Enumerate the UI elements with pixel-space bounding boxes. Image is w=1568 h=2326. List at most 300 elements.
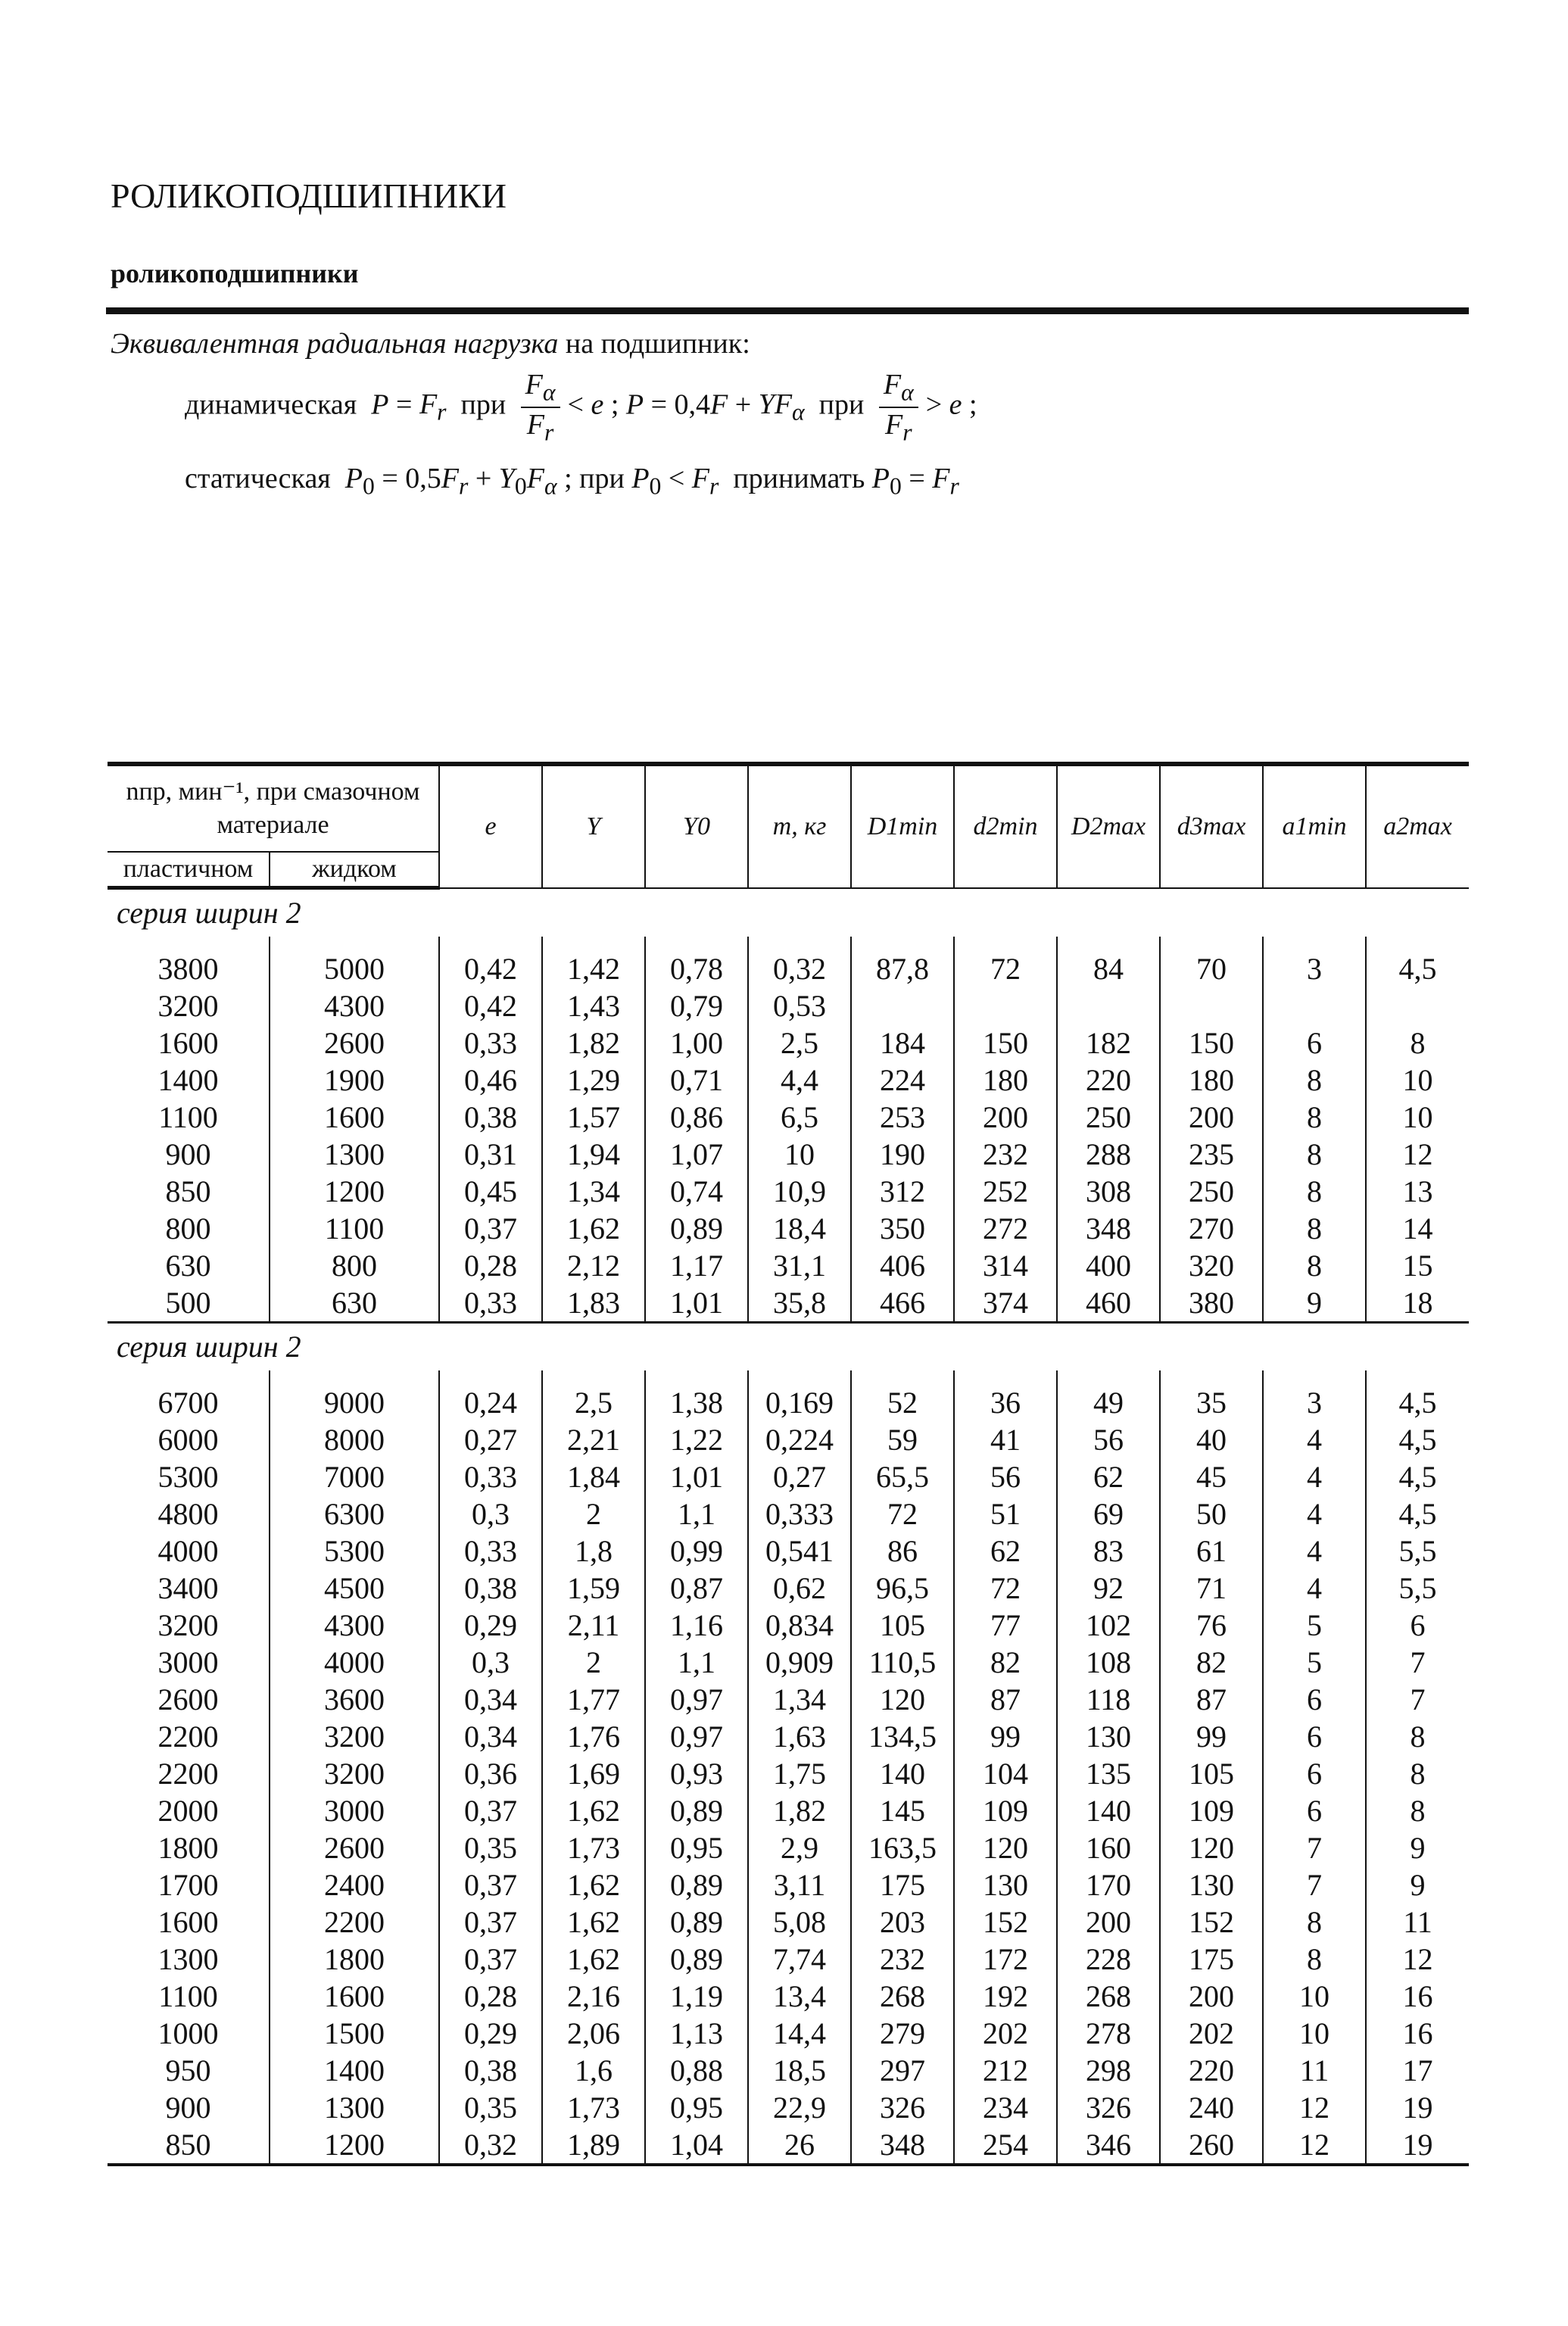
table-cell: 0,29: [439, 2015, 542, 2052]
table-cell: 152: [1160, 1904, 1263, 1941]
table-cell: 900: [165, 2091, 211, 2125]
table-cell: 0,27: [439, 1421, 542, 1458]
table-cell: 800: [270, 1247, 439, 1284]
table-cell: 0,93: [645, 1755, 748, 1792]
table-cell: 2200: [157, 1720, 219, 1754]
table-cell: 278: [1057, 2015, 1160, 2052]
table-row: [108, 1024, 1469, 1062]
table-cell: 850: [165, 1174, 211, 1208]
table-cell: 92: [1057, 1570, 1160, 1607]
table-row: [108, 2015, 1469, 2052]
table-cell: 380: [1160, 1284, 1263, 1323]
table-cell: 0,224: [748, 1421, 851, 1458]
table-cell: 950: [165, 2053, 211, 2087]
table-cell: 4800: [157, 1497, 219, 1531]
table-cell: 235: [1160, 1136, 1263, 1173]
table-cell: 160: [1057, 1829, 1160, 1866]
table-row: [108, 1370, 1469, 1421]
table-cell: 1,57: [542, 1099, 645, 1136]
table-cell: 102: [1057, 1607, 1160, 1644]
table-cell: 0,38: [439, 1099, 542, 1136]
table-cell: [1263, 987, 1366, 1024]
table-cell: 7: [1366, 1644, 1469, 1681]
table-cell: 0,3: [439, 1495, 542, 1532]
table-cell: 3000: [270, 1792, 439, 1829]
table-cell: 2600: [270, 1024, 439, 1062]
table-cell: 1,69: [542, 1755, 645, 1792]
table-cell: 8: [1263, 1247, 1366, 1284]
table-cell: 0,34: [439, 1681, 542, 1718]
table-cell: 1,16: [645, 1607, 748, 1644]
table-cell: [954, 987, 1057, 1024]
table-cell: 202: [1160, 2015, 1263, 2052]
header-d2min: d2min: [954, 764, 1057, 888]
table-cell: 350: [851, 1210, 954, 1247]
table-cell: 0,28: [439, 1247, 542, 1284]
table-cell: 0,28: [439, 1978, 542, 2015]
table-cell: 7: [1366, 1681, 1469, 1718]
table-cell: 0,36: [439, 1755, 542, 1792]
table-cell: 220: [1160, 2052, 1263, 2089]
table-row: [108, 1210, 1469, 1247]
table-cell: 1,04: [645, 2126, 748, 2165]
table-cell: 12: [1366, 1136, 1469, 1173]
table-row: [108, 1866, 1469, 1904]
table-cell: 1200: [270, 1173, 439, 1210]
table-cell: 2,21: [542, 1421, 645, 1458]
table-row: [108, 1062, 1469, 1099]
header-Y: Y: [542, 764, 645, 888]
table-cell: 0,45: [439, 1173, 542, 1210]
header-plastic: пластичном: [108, 852, 270, 888]
table-cell: 228: [1057, 1941, 1160, 1978]
table-row: [108, 1173, 1469, 1210]
table-cell: 1,77: [542, 1681, 645, 1718]
table-cell: 8: [1263, 1904, 1366, 1941]
table-cell: 0,29: [439, 1607, 542, 1644]
table-cell: 1300: [270, 1136, 439, 1173]
table-cell: 1500: [270, 2015, 439, 2052]
table-cell: 0,169: [748, 1370, 851, 1421]
table-cell: 72: [851, 1495, 954, 1532]
table-cell: 4,5: [1366, 1421, 1469, 1458]
table-cell: 0,42: [439, 987, 542, 1024]
table-cell: 5300: [270, 1532, 439, 1570]
speed-header: nпр, мин⁻¹, при смазочном материале: [108, 764, 439, 852]
table-cell: 35: [1160, 1370, 1263, 1421]
table-cell: 1,75: [748, 1755, 851, 1792]
table-cell: 6000: [157, 1423, 219, 1457]
table-cell: 250: [1160, 1173, 1263, 1210]
table-cell: 1,62: [542, 1904, 645, 1941]
table-cell: 130: [1160, 1866, 1263, 1904]
table-cell: 0,97: [645, 1718, 748, 1755]
table-row: [108, 1941, 1469, 1978]
table-cell: 26: [748, 2126, 851, 2165]
table-cell: 8: [1366, 1024, 1469, 1062]
table-cell: 130: [1057, 1718, 1160, 1755]
table-cell: 140: [1057, 1792, 1160, 1829]
table-cell: 0,541: [748, 1532, 851, 1570]
table-cell: 56: [954, 1458, 1057, 1495]
table-cell: 175: [1160, 1941, 1263, 1978]
table-cell: 268: [1057, 1978, 1160, 2015]
table-cell: 14,4: [748, 2015, 851, 2052]
table-cell: 348: [1057, 1210, 1160, 1247]
table-cell: 1600: [157, 1026, 219, 1060]
table-cell: 2200: [157, 1757, 219, 1791]
table-row: [108, 2089, 1469, 2126]
table-cell: 0,38: [439, 2052, 542, 2089]
table-cell: 18: [1366, 1284, 1469, 1323]
table-cell: 2600: [157, 1682, 219, 1716]
table-cell: 8: [1366, 1755, 1469, 1792]
table-cell: 87: [954, 1681, 1057, 1718]
table-cell: 182: [1057, 1024, 1160, 1062]
table-cell: 0,35: [439, 2089, 542, 2126]
table-cell: 1,42: [542, 937, 645, 987]
table-cell: 8: [1263, 1099, 1366, 1136]
table-row: [108, 987, 1469, 1024]
table-cell: 4: [1263, 1458, 1366, 1495]
table-cell: 109: [954, 1792, 1057, 1829]
table-cell: 10: [1366, 1099, 1469, 1136]
table-cell: 320: [1160, 1247, 1263, 1284]
table-cell: 4500: [270, 1570, 439, 1607]
table-cell: 1,8: [542, 1532, 645, 1570]
table-cell: 1,1: [645, 1495, 748, 1532]
table-cell: 212: [954, 2052, 1057, 2089]
table-cell: 84: [1057, 937, 1160, 987]
table-cell: 145: [851, 1792, 954, 1829]
table-cell: 312: [851, 1173, 954, 1210]
table-cell: 1,07: [645, 1136, 748, 1173]
table-cell: 118: [1057, 1681, 1160, 1718]
table-cell: 8: [1263, 1136, 1366, 1173]
table-cell: 232: [851, 1941, 954, 1978]
header-a2max: a2max: [1366, 764, 1469, 888]
table-cell: 3200: [157, 1608, 219, 1642]
table-cell: 8: [1263, 1173, 1366, 1210]
table-cell: 1,73: [542, 2089, 645, 2126]
table-cell: 1,17: [645, 1247, 748, 1284]
table-cell: 2400: [270, 1866, 439, 1904]
table-cell: 250: [1057, 1099, 1160, 1136]
table-cell: 1,22: [645, 1421, 748, 1458]
table-cell: 108: [1057, 1644, 1160, 1681]
table-cell: 8: [1263, 1210, 1366, 1247]
table-cell: 297: [851, 2052, 954, 2089]
table-cell: 99: [954, 1718, 1057, 1755]
table-cell: 1,84: [542, 1458, 645, 1495]
table-cell: 65,5: [851, 1458, 954, 1495]
table-row: [108, 2126, 1469, 2165]
table-cell: 252: [954, 1173, 1057, 1210]
table-row: [108, 1458, 1469, 1495]
table-cell: 8: [1366, 1718, 1469, 1755]
table-cell: 308: [1057, 1173, 1160, 1210]
table-cell: 2,06: [542, 2015, 645, 2052]
table-cell: 0,909: [748, 1644, 851, 1681]
header-rule: [106, 307, 1469, 314]
table-cell: 0,37: [439, 1904, 542, 1941]
table-cell: 1,01: [645, 1458, 748, 1495]
table-cell: [1160, 987, 1263, 1024]
table-cell: 346: [1057, 2126, 1160, 2165]
table-cell: 31,1: [748, 1247, 851, 1284]
table-cell: 18,5: [748, 2052, 851, 2089]
table-cell: 1600: [270, 1978, 439, 2015]
table-cell: 17: [1366, 2052, 1469, 2089]
table-cell: 0,333: [748, 1495, 851, 1532]
table-cell: 0,27: [748, 1458, 851, 1495]
table-cell: 5000: [270, 937, 439, 987]
table-cell: 2: [542, 1495, 645, 1532]
table-cell: 6: [1366, 1607, 1469, 1644]
table-cell: 270: [1160, 1210, 1263, 1247]
intro-rest: на подшипник:: [558, 328, 750, 360]
table-cell: 15: [1366, 1247, 1469, 1284]
table-cell: 59: [851, 1421, 954, 1458]
table-row: [108, 1284, 1469, 1323]
header-a1min: a1min: [1263, 764, 1366, 888]
table-cell: 83: [1057, 1532, 1160, 1570]
table-cell: 1,38: [645, 1370, 748, 1421]
table-cell: 200: [1160, 1978, 1263, 2015]
table-cell: 120: [954, 1829, 1057, 1866]
table-cell: 130: [954, 1866, 1057, 1904]
table-cell: 41: [954, 1421, 1057, 1458]
table-cell: 0,37: [439, 1941, 542, 1978]
table-row: [108, 1978, 1469, 2015]
section-subtitle: роликоподшипники: [111, 258, 359, 288]
table-cell: 1,62: [542, 1210, 645, 1247]
table-cell: 6,5: [748, 1099, 851, 1136]
table-cell: 0,32: [748, 937, 851, 987]
table-cell: 0,79: [645, 987, 748, 1024]
table-cell: 87: [1160, 1681, 1263, 1718]
table-cell: 0,33: [439, 1024, 542, 1062]
table-cell: 2,11: [542, 1607, 645, 1644]
table-cell: 1400: [157, 1063, 219, 1097]
table-cell: 4,5: [1366, 1458, 1469, 1495]
table-cell: 288: [1057, 1136, 1160, 1173]
table-cell: 200: [1160, 1099, 1263, 1136]
table-cell: 6: [1263, 1792, 1366, 1829]
table-cell: 6: [1263, 1755, 1366, 1792]
table-cell: 406: [851, 1247, 954, 1284]
table-cell: 5: [1263, 1644, 1366, 1681]
table-cell: 2,16: [542, 1978, 645, 2015]
table-cell: 192: [954, 1978, 1057, 2015]
table-cell: 4: [1263, 1570, 1366, 1607]
table-cell: 1800: [157, 1831, 219, 1865]
table-cell: 16: [1366, 2015, 1469, 2052]
table-cell: 0,95: [645, 2089, 748, 2126]
table-cell: 0,24: [439, 1370, 542, 1421]
table-cell: 12: [1366, 1941, 1469, 1978]
table-cell: 9000: [270, 1370, 439, 1421]
table-cell: 4,5: [1366, 937, 1469, 987]
table-cell: 460: [1057, 1284, 1160, 1323]
table-cell: 2,5: [748, 1024, 851, 1062]
table-cell: 0,62: [748, 1570, 851, 1607]
table-cell: 3000: [157, 1645, 219, 1679]
table-cell: 72: [954, 937, 1057, 987]
table-cell: 800: [165, 1211, 211, 1246]
table-cell: 76: [1160, 1607, 1263, 1644]
series-label: серия ширин 2: [108, 1323, 1469, 1371]
table-cell: 0,78: [645, 937, 748, 987]
table-cell: 0,33: [439, 1532, 542, 1570]
table-cell: 152: [954, 1904, 1057, 1941]
table-cell: 1,62: [542, 1792, 645, 1829]
table-row: [108, 1570, 1469, 1607]
table-cell: 120: [1160, 1829, 1263, 1866]
table-cell: 4: [1263, 1421, 1366, 1458]
table-row: [108, 1718, 1469, 1755]
table-cell: 3800: [157, 952, 219, 986]
table-cell: 87,8: [851, 937, 954, 987]
header-D1min: D1min: [851, 764, 954, 888]
table-row: [108, 1644, 1469, 1681]
table-cell: 3600: [270, 1681, 439, 1718]
series-header-row: [108, 888, 1469, 937]
table-cell: 1,00: [645, 1024, 748, 1062]
table-cell: 0,89: [645, 1792, 748, 1829]
table-cell: 8000: [270, 1421, 439, 1458]
table-cell: 1,29: [542, 1062, 645, 1099]
table-cell: 6300: [270, 1495, 439, 1532]
table-cell: 8: [1263, 1062, 1366, 1099]
table-cell: 1,13: [645, 2015, 748, 2052]
table-cell: 9: [1366, 1829, 1469, 1866]
table-cell: 109: [1160, 1792, 1263, 1829]
table-cell: 7: [1263, 1866, 1366, 1904]
table-cell: 1700: [157, 1868, 219, 1902]
table-cell: 240: [1160, 2089, 1263, 2126]
header-Y0: Y0: [645, 764, 748, 888]
header-D2max: D2max: [1057, 764, 1160, 888]
table-row: [108, 1681, 1469, 1718]
table-cell: 62: [1057, 1458, 1160, 1495]
table-cell: 184: [851, 1024, 954, 1062]
table-cell: 254: [954, 2126, 1057, 2165]
table-cell: 11: [1263, 2052, 1366, 2089]
table-cell: 4000: [157, 1534, 219, 1568]
table-cell: 180: [1160, 1062, 1263, 1099]
table-cell: 22,9: [748, 2089, 851, 2126]
table-cell: 7000: [270, 1458, 439, 1495]
header-d3max: d3max: [1160, 764, 1263, 888]
table-cell: 10: [1263, 1978, 1366, 2015]
table-cell: 86: [851, 1532, 954, 1570]
table-cell: 200: [1057, 1904, 1160, 1941]
table-row: [108, 1792, 1469, 1829]
table-cell: 12: [1263, 2089, 1366, 2126]
table-cell: 1400: [270, 2052, 439, 2089]
table-cell: 4: [1263, 1495, 1366, 1532]
table-cell: 49: [1057, 1370, 1160, 1421]
table-cell: 105: [1160, 1755, 1263, 1792]
table-cell: 0,35: [439, 1829, 542, 1866]
table-cell: 7: [1263, 1829, 1366, 1866]
intro-italic: Эквивалентная радиальная нагрузка: [111, 328, 559, 360]
table-row: [108, 1755, 1469, 1792]
table-cell: 45: [1160, 1458, 1263, 1495]
table-cell: 1900: [270, 1062, 439, 1099]
table-row: [108, 1099, 1469, 1136]
table-cell: 4: [1263, 1532, 1366, 1570]
table-cell: 2: [542, 1644, 645, 1681]
table-cell: 71: [1160, 1570, 1263, 1607]
table-row: [108, 1532, 1469, 1570]
table-cell: 400: [1057, 1247, 1160, 1284]
page-title: РОЛИКОПОДШИПНИКИ: [111, 176, 507, 215]
table-cell: 172: [954, 1941, 1057, 1978]
table-cell: 2,5: [542, 1370, 645, 1421]
table-cell: 36: [954, 1370, 1057, 1421]
series-label: серия ширин 2: [117, 896, 301, 930]
table-cell: [1366, 987, 1469, 1024]
table-cell: 72: [954, 1570, 1057, 1607]
table-cell: 12: [1263, 2126, 1366, 2165]
table-cell: 630: [270, 1284, 439, 1323]
table-cell: 18,4: [748, 1210, 851, 1247]
static-formula: статическая $P_0 = 0,5F_r + Y_0F_\alpha$ ; при $P_0 < F_r$ принимать $P_0 = F_r$: [185, 463, 959, 500]
table-cell: [1057, 987, 1160, 1024]
table-cell: 0,834: [748, 1607, 851, 1644]
table-cell: 40: [1160, 1421, 1263, 1458]
table-cell: 1100: [270, 1210, 439, 1247]
table-cell: 14: [1366, 1210, 1469, 1247]
table-cell: 2000: [157, 1794, 219, 1828]
table-cell: 268: [851, 1978, 954, 2015]
table-cell: 4300: [270, 1607, 439, 1644]
table-cell: 0,89: [645, 1210, 748, 1247]
table-cell: 0,31: [439, 1136, 542, 1173]
table-cell: 120: [851, 1681, 954, 1718]
table-cell: 900: [165, 1137, 211, 1171]
table-cell: 1000: [157, 2016, 219, 2050]
table-cell: 1300: [157, 1942, 219, 1976]
table-cell: 0,89: [645, 1866, 748, 1904]
dynamic-label: динамическая: [185, 388, 357, 421]
table-cell: 175: [851, 1866, 954, 1904]
table-cell: 1,62: [542, 1941, 645, 1978]
table-row: [108, 2052, 1469, 2089]
table-cell: 16: [1366, 1978, 1469, 2015]
table-cell: 348: [851, 2126, 954, 2165]
table-cell: 0,32: [439, 2126, 542, 2165]
table-cell: 0,53: [748, 987, 851, 1024]
table-cell: 1,83: [542, 1284, 645, 1323]
table-cell: 11: [1366, 1904, 1469, 1941]
table-cell: 314: [954, 1247, 1057, 1284]
table-cell: 99: [1160, 1718, 1263, 1755]
table-cell: 1,43: [542, 987, 645, 1024]
table-cell: 1800: [270, 1941, 439, 1978]
table-cell: 170: [1057, 1866, 1160, 1904]
table-cell: 0,71: [645, 1062, 748, 1099]
table-cell: 62: [954, 1532, 1057, 1570]
table-cell: 0,74: [645, 1173, 748, 1210]
table-cell: 1600: [157, 1905, 219, 1939]
table-cell: 5300: [157, 1460, 219, 1494]
table-cell: 260: [1160, 2126, 1263, 2165]
table-cell: 3200: [157, 989, 219, 1023]
table-cell: 13: [1366, 1173, 1469, 1210]
